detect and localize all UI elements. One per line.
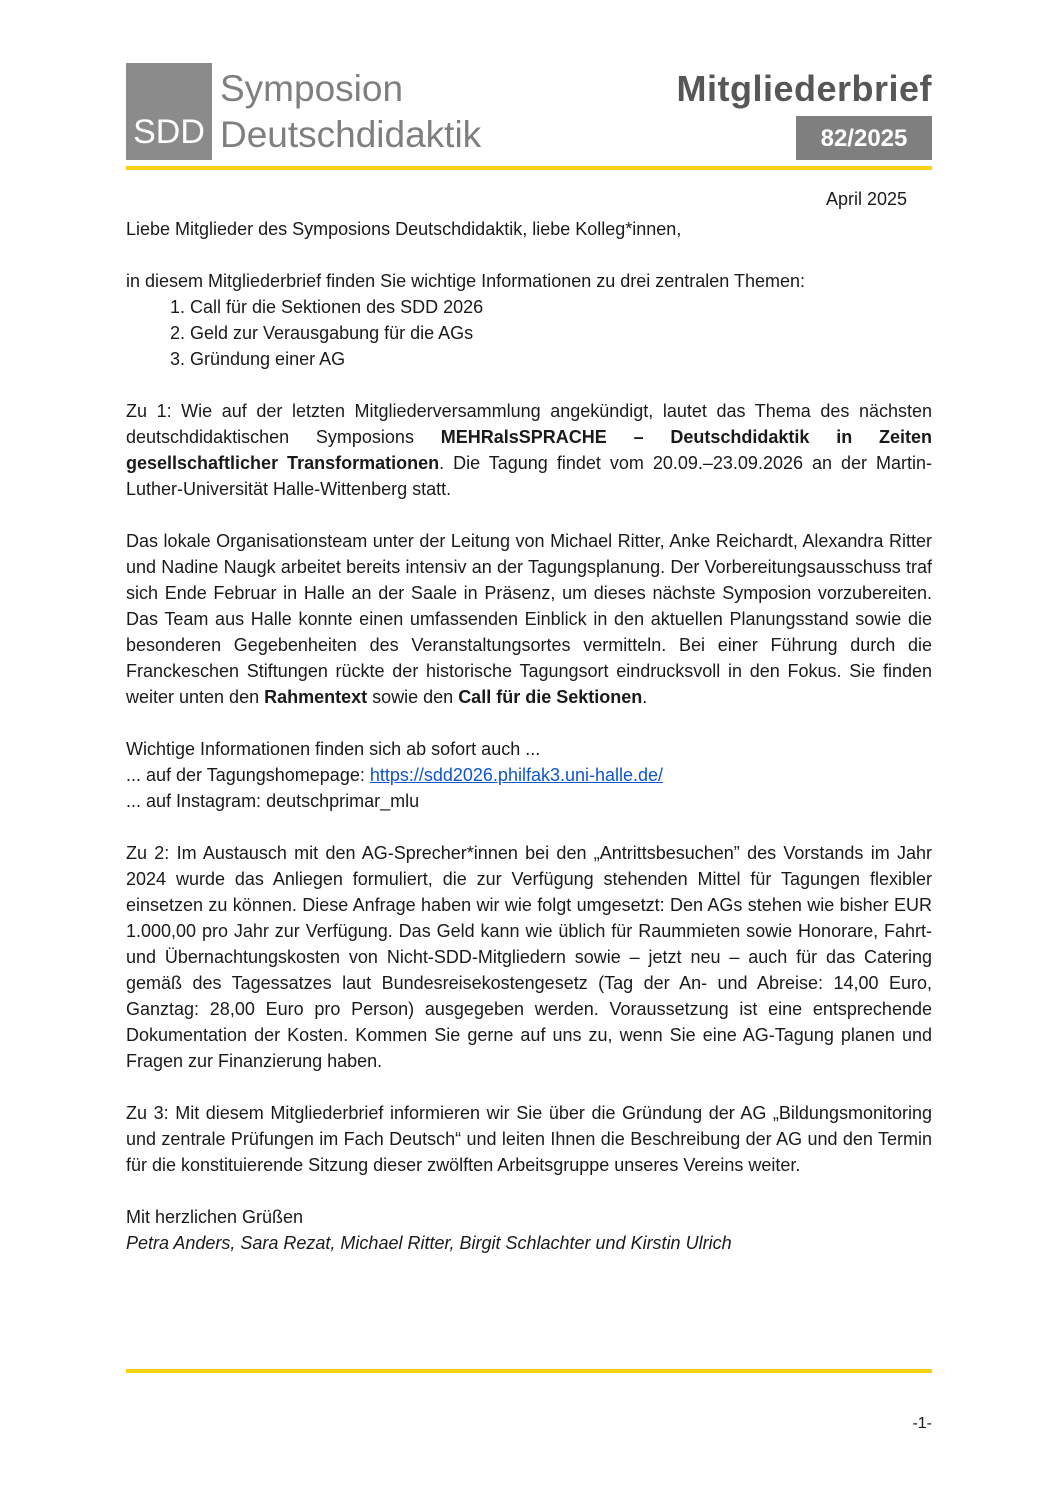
organisation-paragraph bbox=[126, 528, 932, 710]
homepage-label: ... auf der Tagungshomepage: bbox=[126, 765, 370, 785]
logo-line-1: Symposion bbox=[220, 68, 404, 109]
organisation-text: Das lokale Organisationsteam unter der Leitung von Michael Ritter, Anke Reichardt, Alexandra Ritter und Nadine Naugk arbeitet bereits intensiv an der Tagungsplanung. Der Vorbereitungsausschuss traf sich Ende Februar in Halle an der Saale in Präsenz, um dieses nächste Symposion vorzubereiten. Das Team aus Halle konnte einen umfassenden Einblick in den aktuellen Planungsstand sowie die besonderen Gegebenheiten des Veranstaltungsortes vermitteln. Bei einer Führung durch die Franckeschen Stiftungen rückte der historische Tagungsort eindrucksvoll in den Fokus. Sie finden weiter unten den bbox=[126, 531, 932, 707]
section-1-text-end: . Die Tagung findet vom 20.09.–23.09.2026 an der Martin-Luther-Universität Halle-Wittenberg statt. bbox=[126, 453, 933, 499]
homepage-link[interactable]: https://sdd2026.philfak3.uni-halle.de/ bbox=[369, 765, 664, 785]
topic-item: 3. Gründung einer AG bbox=[190, 346, 932, 372]
topic-item: 2. Geld zur Verausgabung für die AGs bbox=[190, 320, 932, 346]
logo-abbr: SDD bbox=[133, 113, 205, 151]
intro-text: in diesem Mitgliederbrief finden Sie wichtige Informationen zu drei zentralen Themen: bbox=[126, 271, 806, 291]
letter-body bbox=[126, 216, 932, 1256]
info-line-2 bbox=[126, 762, 932, 788]
page-number: -1- bbox=[912, 1415, 932, 1432]
organisation-end: . bbox=[642, 687, 648, 707]
logo-wordmark bbox=[220, 66, 481, 158]
letter-date: April 2025 bbox=[825, 189, 907, 209]
topic-list bbox=[126, 294, 932, 372]
signatures: Petra Anders, Sara Rezat, Michael Ritter, Birgit Schlachter und Kirstin Ulrich bbox=[126, 1233, 732, 1253]
topic-item: 1. Call für die Sektionen des SDD 2026 bbox=[190, 294, 932, 320]
issue-badge: 82/2025 bbox=[796, 116, 932, 160]
header-rule bbox=[126, 166, 932, 170]
section-1-paragraph bbox=[126, 398, 932, 502]
call-label: Call für die Sektionen bbox=[458, 687, 643, 707]
info-line-3: ... auf Instagram: deutschprimar_mlu bbox=[126, 791, 420, 811]
rahmentext-label: Rahmentext bbox=[264, 687, 368, 707]
section-2-paragraph: Zu 2: Im Austausch mit den AG-Sprecher*innen bei den „Antrittsbesuchen” des Vorstands im Jahr 2024 wurde das Anliegen formuliert, die zur Verfügung stehenden Mittel für Tagungen flexibler einsetzen zu können. Diese Anfrage haben wir wie folgt umgesetzt: Den AGs stehen wie bisher EUR 1.000,00 pro Jahr zur Verfügung. Das Geld kann wie üblich für Raummieten sowie Honorare, Fahrt- und Übernachtungskosten von Nicht-SDD-Mitgliedern sowie – jetzt neu – auch für das Catering gemäß des Tagessatzes laut Bundesreisekostengesetz (Tag der An- und Abreise: 14,00 Euro, Ganztag: 28,00 Euro pro Person) ausgegeben werden. Voraussetzung ist eine entsprechende Dokumentation der Kosten. Kommen Sie gerne auf uns zu, wenn Sie eine AG-Tagung planen und Fragen zur Finanzierung haben. bbox=[126, 843, 932, 1071]
closing: Mit herzlichen Grüßen bbox=[126, 1207, 304, 1227]
logo-mark bbox=[126, 63, 212, 160]
newsletter-title: Mitgliederbrief bbox=[676, 68, 932, 109]
conference-title: MEHRalsSPRACHE – Deutschdidaktik in Zeiten gesellschaftlicher Transformationen bbox=[126, 427, 933, 473]
section-1-text: Zu 1: Wie auf der letzten Mitgliederversammlung angekündigt, lautet das Thema des nächsten deutschdidaktischen Symposions bbox=[126, 401, 932, 447]
greeting: Liebe Mitglieder des Symposions Deutschdidaktik, liebe Kolleg*innen, bbox=[126, 219, 682, 239]
footer-rule bbox=[126, 1369, 932, 1373]
info-line-1: Wichtige Informationen finden sich ab sofort auch ... bbox=[126, 739, 541, 759]
logo-line-2: Deutschdidaktik bbox=[220, 114, 482, 155]
section-3-paragraph: Zu 3: Mit diesem Mitgliederbrief informieren wir Sie über die Gründung der AG „Bildungsmonitoring und zentrale Prüfungen im Fach Deutsch“ und leiten Ihnen die Beschreibung der AG und den Termin für die konstituierende Sitzung dieser zwölften Arbeitsgruppe unseres Vereins weiter. bbox=[126, 1103, 932, 1175]
organisation-connector: sowie den bbox=[367, 687, 459, 707]
